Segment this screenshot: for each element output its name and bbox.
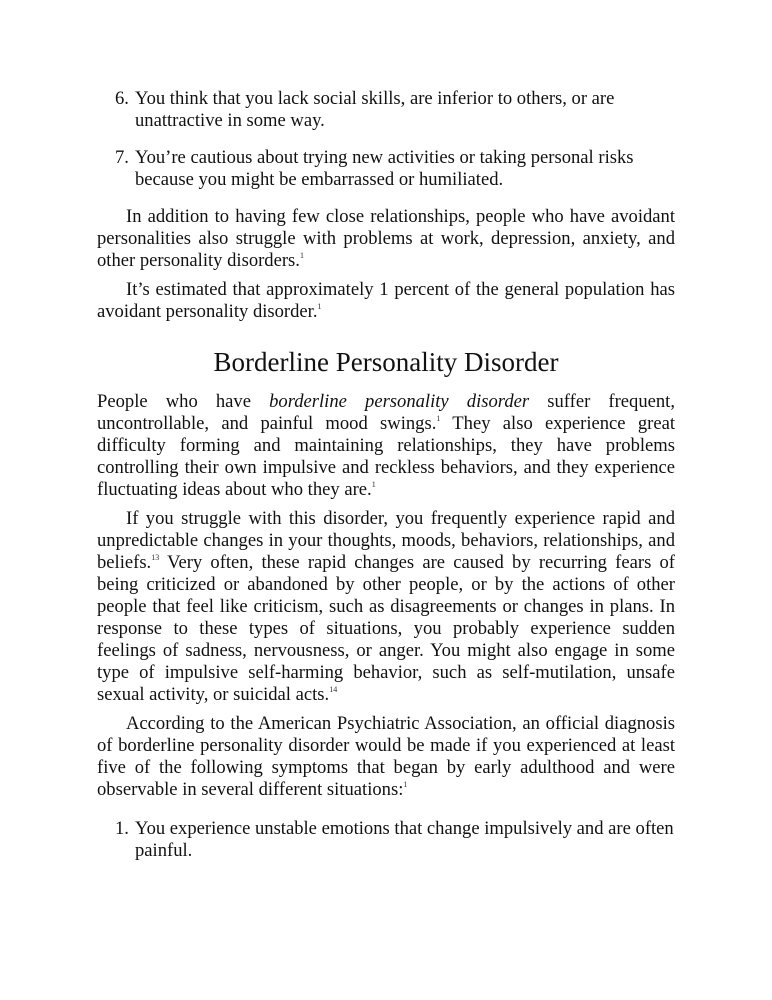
footnote-ref: 1 — [317, 302, 322, 311]
list-text: You think that you lack social skills, are inferior to others, or are unattractive in some way. — [135, 88, 615, 131]
paragraph-text: People who have — [97, 391, 270, 412]
paragraph-text: Very often, these rapid changes are caused by recurring fears of being criticized or abandoned by other people, or by the actions of other people that feel like criticism, such as disagreements or changes in plans. In response to these types of situations, you probably experience sudden feelings of sadness, nervousness, or anger. You might also engage in some type of impulsive self-harming behavior, such as self-mutilation, unsafe sexual activity, or suicidal acts. — [97, 552, 675, 705]
paragraph — [97, 713, 675, 801]
paragraph-text: They also experience great difficulty forming and maintaining relationships, they have problems controlling their own impulsive and reckless behaviors, and they experience fluctuating ideas about who they are. — [97, 413, 675, 500]
paragraph — [97, 508, 675, 706]
list-number: 6. — [115, 88, 129, 109]
defined-term: borderline personality disorder — [269, 391, 530, 412]
paragraph — [97, 391, 675, 501]
footnote-ref: 1 — [371, 480, 376, 489]
footnote-ref: 14 — [329, 685, 338, 694]
paragraph-text: According to the American Psychiatric Association, an official diagnosis of borderline personality disorder would be made if you experienced at least five of the following symptoms that began by early adulthood and were observable in several different situations: — [97, 713, 675, 800]
list-item — [115, 818, 675, 862]
paragraph-text: It’s estimated that approximately 1 percent of the general population has avoidant personality disorder. — [97, 279, 675, 322]
list-number: 7. — [115, 147, 129, 168]
list-text: You experience unstable emotions that change impulsively and are often painful. — [135, 818, 674, 861]
paragraph — [97, 206, 675, 272]
list-item — [115, 147, 675, 191]
list-text: You’re cautious about trying new activities or taking personal risks because you might be embarrassed or humiliated. — [135, 147, 634, 190]
list-number: 1. — [115, 818, 129, 839]
footnote-ref: 13 — [151, 553, 160, 562]
list-item — [115, 88, 675, 132]
footnote-ref: 1 — [403, 780, 408, 789]
paragraph — [97, 279, 675, 323]
document-page — [97, 88, 675, 877]
footnote-ref: 1 — [436, 414, 441, 423]
paragraph-text: suffer frequent, uncontrollable, and painful mood swings. — [97, 391, 675, 434]
section-heading: Borderline Personality Disorder — [213, 347, 559, 377]
footnote-ref: 1 — [299, 251, 304, 260]
paragraph-text: If you struggle with this disorder, you frequently experience rapid and unpredictable changes in your thoughts, moods, behaviors, relationships, and beliefs. — [97, 508, 675, 573]
paragraph-text: In addition to having few close relationships, people who have avoidant personalities also struggle with problems at work, depression, anxiety, and other personality disorders. — [97, 206, 675, 271]
